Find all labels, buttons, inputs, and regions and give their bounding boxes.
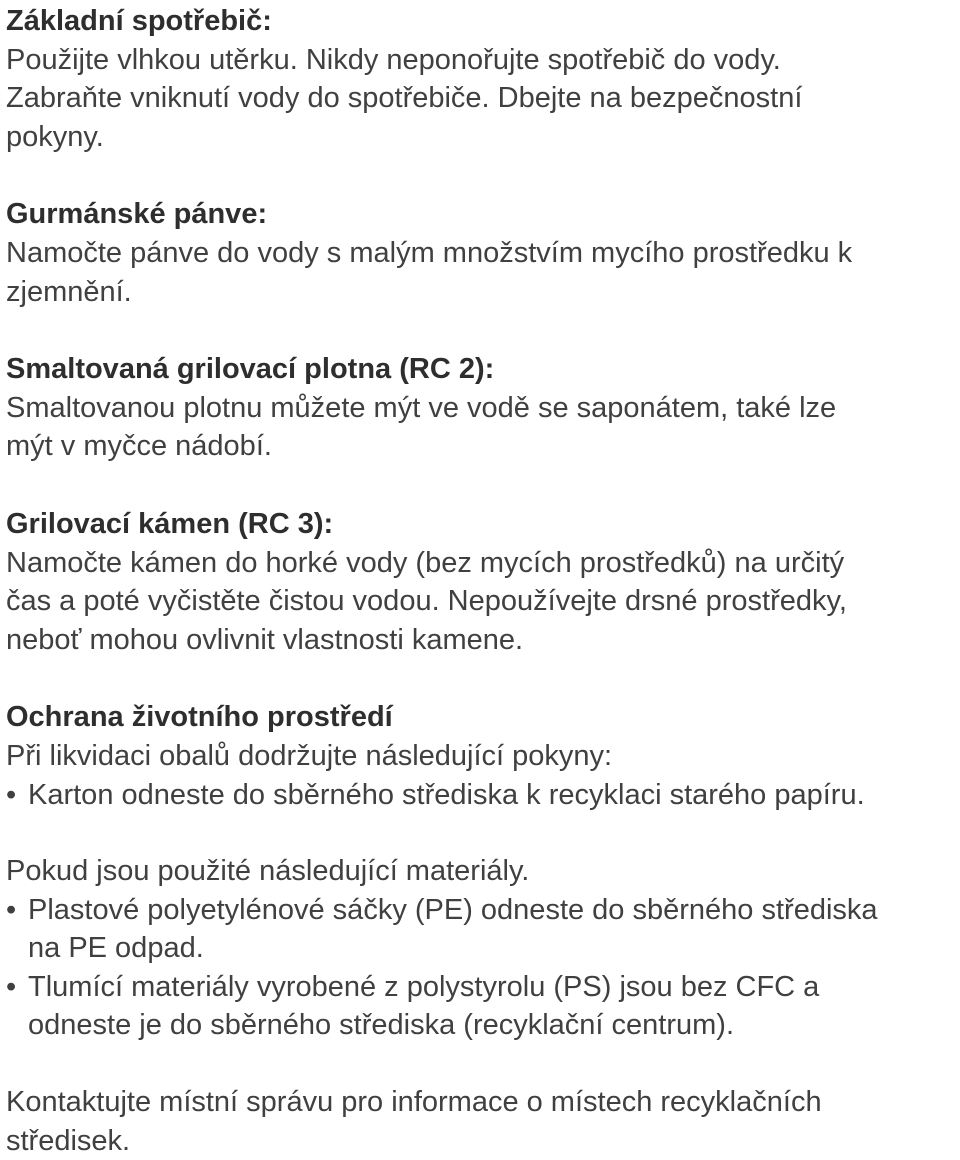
paragraph-line: Při likvidaci obalů dodržujte následující pokyny:: [6, 739, 613, 772]
paragraph-line: Zabraňte vniknutí vody do spotřebiče. Dbejte na bezpečnostní: [6, 82, 803, 115]
paragraph-line: Namočte kámen do horké vody (bez mycích prostředků) na určitý: [6, 546, 845, 579]
section-materials: [6, 852, 954, 1045]
heading-environment: Ochrana životního prostředí: [6, 701, 393, 734]
list-item: • Karton odneste do sběrného střediska k recyklaci starého papíru.: [6, 776, 954, 815]
heading-enamel-plate: Smaltovaná grilovací plotna (RC 2):: [6, 353, 495, 386]
paragraph-line: mýt v myčce nádobí.: [6, 430, 272, 463]
paragraph-line: zjemnění.: [6, 275, 132, 308]
section-enamel-plate: [6, 350, 954, 466]
section-grill-stone: [6, 505, 954, 659]
list-item-continuation: odneste je do sběrného střediska (recyklační centrum).: [28, 1009, 735, 1042]
paragraph-line: pokyny.: [6, 120, 104, 153]
section-basic-appliance: [6, 2, 954, 156]
heading-gourmet-pans: Gurmánské pánve:: [6, 198, 268, 231]
section-contact: [6, 1083, 954, 1160]
list-item: • Plastové polyetylénové sáčky (PE) odneste do sběrného střediska: [6, 891, 954, 930]
paragraph-line: Kontaktujte místní správu pro informace o místech recyklačních: [6, 1086, 822, 1119]
paragraph-line: neboť mohou ovlivnit vlastnosti kamene.: [6, 623, 524, 656]
section-gourmet-pans: [6, 195, 954, 311]
heading-basic-appliance: Základní spotřebič:: [6, 5, 272, 37]
list-item: • Tlumící materiály vyrobené z polystyrolu (PS) jsou bez CFC a: [6, 968, 954, 1007]
paragraph-line: Namočte pánve do vody s malým množstvím mycího prostředku k: [6, 236, 853, 269]
paragraph-line: Pokud jsou použité následující materiály.: [6, 855, 530, 888]
heading-grill-stone: Grilovací kámen (RC 3):: [6, 507, 334, 540]
paragraph-line: čas a poté vyčistěte čistou vodou. Nepoužívejte drsné prostředky,: [6, 585, 847, 618]
paragraph-line: středisek.: [6, 1124, 131, 1157]
list-item-continuation: na PE odpad.: [28, 932, 204, 965]
paragraph-line: Smaltovanou plotnu můžete mýt ve vodě se saponátem, také lze: [6, 391, 837, 424]
paragraph-line: Použijte vlhkou utěrku. Nikdy neponořujte spotřebič do vody.: [6, 43, 781, 76]
section-environment: [6, 698, 954, 814]
